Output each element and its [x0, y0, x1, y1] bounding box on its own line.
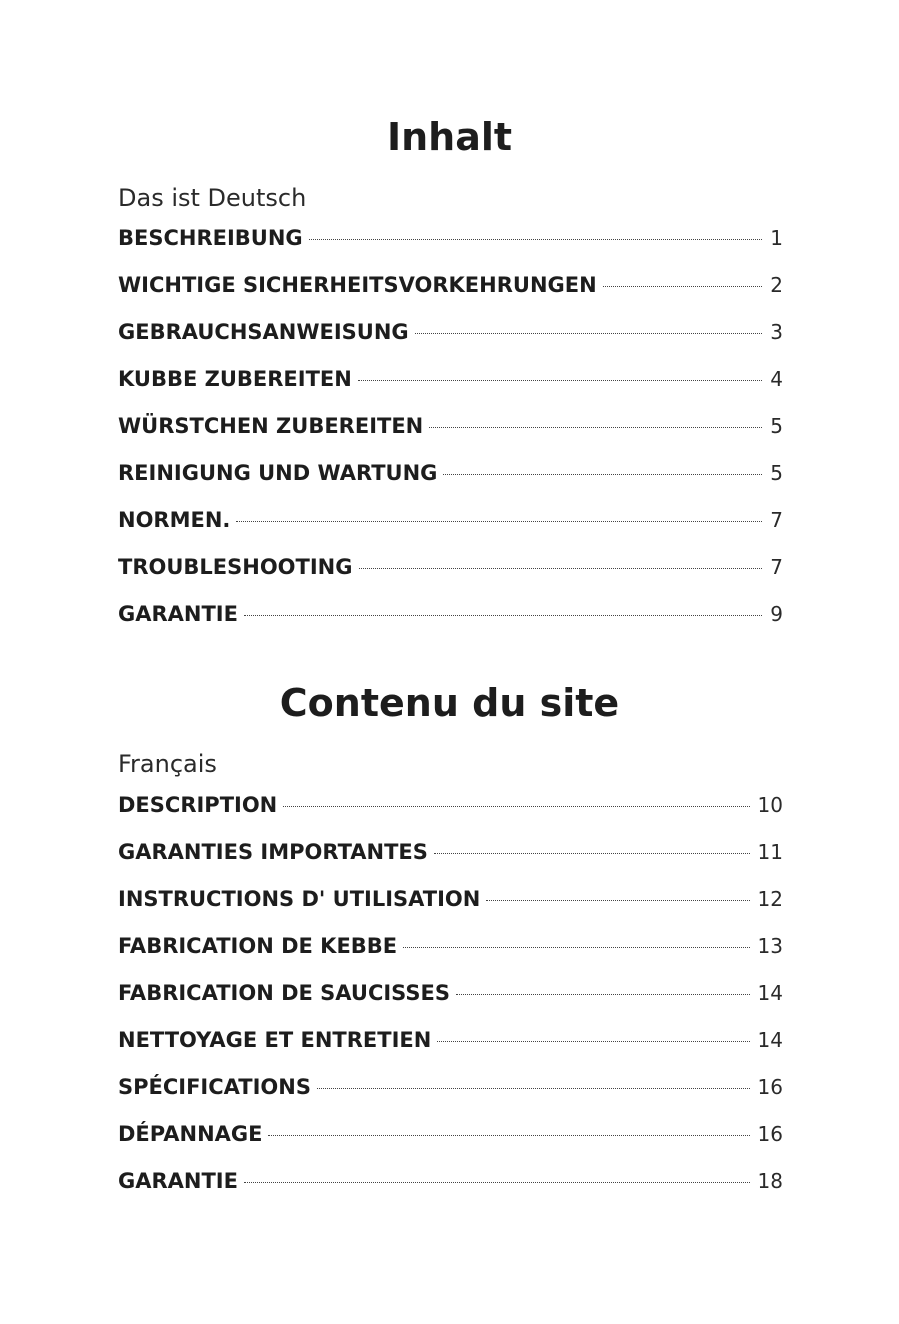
- dot-leader: [359, 568, 763, 569]
- toc-entry-page: 4: [770, 367, 783, 391]
- toc-entry-page: 5: [770, 414, 783, 438]
- dot-leader: [437, 1041, 749, 1042]
- toc-entry-page: 14: [757, 981, 783, 1005]
- toc-entry-page: 1: [770, 226, 783, 250]
- toc-entry-page: 14: [757, 1028, 783, 1052]
- toc-entry-page: 7: [770, 508, 783, 532]
- toc-entry-label: GARANTIES IMPORTANTES: [118, 840, 428, 864]
- toc-entry-label: FABRICATION DE SAUCISSES: [118, 981, 450, 1005]
- toc-entry[interactable]: [118, 271, 783, 318]
- dot-leader: [486, 900, 749, 901]
- dot-leader: [244, 1182, 750, 1183]
- toc-title-french: Contenu du site: [279, 681, 620, 725]
- toc-entry[interactable]: [118, 1120, 783, 1167]
- language-label-german: Das ist Deutsch: [118, 184, 307, 212]
- toc-entry-label: NORMEN.: [118, 508, 231, 532]
- dot-leader: [244, 615, 762, 616]
- dot-leader: [456, 994, 750, 995]
- toc-list-french: [118, 791, 783, 1214]
- toc-entry-page: 7: [770, 555, 783, 579]
- toc-entry-label: GEBRAUCHSANWEISUNG: [118, 320, 409, 344]
- toc-entry-page: 11: [757, 840, 783, 864]
- toc-entry-page: 2: [770, 273, 783, 297]
- dot-leader: [317, 1088, 750, 1089]
- toc-entry-page: 16: [757, 1122, 783, 1146]
- toc-entry[interactable]: [118, 506, 783, 553]
- toc-entry-page: 18: [757, 1169, 783, 1193]
- dot-leader: [443, 474, 762, 475]
- toc-entry[interactable]: [118, 412, 783, 459]
- toc-entry[interactable]: [118, 791, 783, 838]
- dot-leader: [415, 333, 763, 334]
- toc-entry-label: WÜRSTCHEN ZUBEREITEN: [118, 414, 424, 438]
- toc-entry-page: 12: [757, 887, 783, 911]
- dot-leader: [403, 947, 749, 948]
- toc-list-german: [118, 224, 783, 647]
- toc-entry[interactable]: [118, 600, 783, 647]
- toc-entry[interactable]: [118, 553, 783, 600]
- toc-entry-label: SPÉCIFICATIONS: [118, 1075, 311, 1099]
- toc-entry[interactable]: [118, 1167, 783, 1214]
- toc-entry-label: WICHTIGE SICHERHEITSVORKEHRUNGEN: [118, 273, 597, 297]
- toc-title-german: Inhalt: [386, 115, 513, 159]
- dot-leader: [283, 806, 749, 807]
- toc-entry[interactable]: [118, 838, 783, 885]
- toc-entry[interactable]: [118, 932, 783, 979]
- toc-entry[interactable]: [118, 318, 783, 365]
- toc-entry[interactable]: [118, 365, 783, 412]
- toc-entry[interactable]: [118, 979, 783, 1026]
- toc-entry-page: 16: [757, 1075, 783, 1099]
- toc-entry-page: 10: [757, 793, 783, 817]
- toc-entry-label: GARANTIE: [118, 1169, 238, 1193]
- dot-leader: [603, 286, 763, 287]
- toc-entry-label: FABRICATION DE KEBBE: [118, 934, 398, 958]
- toc-entry-label: KUBBE ZUBEREITEN: [118, 367, 352, 391]
- dot-leader: [309, 239, 763, 240]
- toc-entry-page: 3: [770, 320, 783, 344]
- toc-entry[interactable]: [118, 224, 783, 271]
- toc-entry-label: REINIGUNG UND WARTUNG: [118, 461, 438, 485]
- toc-entry[interactable]: [118, 885, 783, 932]
- toc-entry[interactable]: [118, 1026, 783, 1073]
- toc-entry[interactable]: [118, 1073, 783, 1120]
- dot-leader: [236, 521, 762, 522]
- toc-entry-label: INSTRUCTIONS D' UTILISATION: [118, 887, 481, 911]
- toc-entry-label: DÉPANNAGE: [118, 1122, 263, 1146]
- toc-entry-label: TROUBLESHOOTING: [118, 555, 353, 579]
- dot-leader: [429, 427, 762, 428]
- toc-entry-page: 5: [770, 461, 783, 485]
- toc-entry-label: GARANTIE: [118, 602, 238, 626]
- dot-leader: [358, 380, 762, 381]
- toc-entry-page: 9: [770, 602, 783, 626]
- language-label-french: Français: [118, 750, 217, 778]
- dot-leader: [434, 853, 750, 854]
- toc-entry-page: 13: [757, 934, 783, 958]
- toc-entry-label: BESCHREIBUNG: [118, 226, 303, 250]
- toc-entry-label: DESCRIPTION: [118, 793, 278, 817]
- toc-entry-label: NETTOYAGE ET ENTRETIEN: [118, 1028, 432, 1052]
- toc-entry[interactable]: [118, 459, 783, 506]
- dot-leader: [268, 1135, 749, 1136]
